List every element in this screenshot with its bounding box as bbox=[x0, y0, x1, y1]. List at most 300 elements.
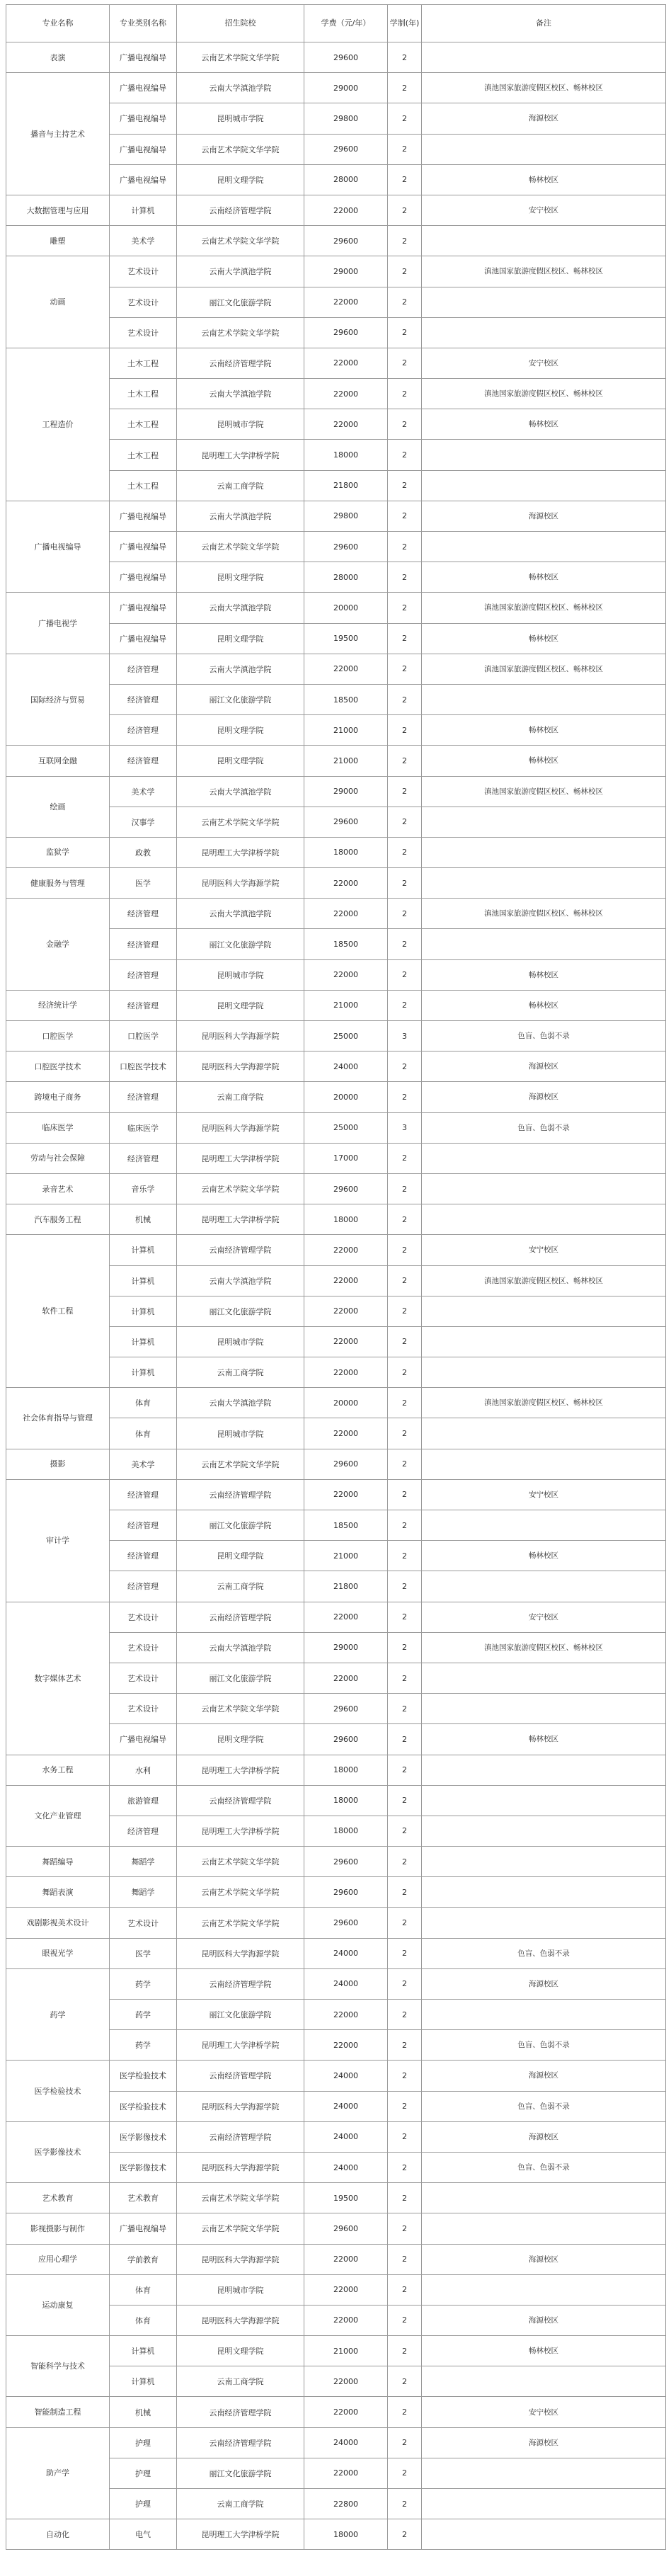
fee-cell: 22000 bbox=[304, 959, 388, 990]
fee-cell: 19500 bbox=[304, 623, 388, 654]
note-cell bbox=[422, 1449, 666, 1479]
note-cell bbox=[422, 1510, 666, 1541]
category-cell: 电气 bbox=[110, 2519, 177, 2550]
category-cell: 土木工程 bbox=[110, 440, 177, 470]
fee-cell: 28000 bbox=[304, 164, 388, 195]
years-cell: 2 bbox=[388, 1357, 422, 1388]
years-cell: 2 bbox=[388, 2519, 422, 2550]
note-cell: 海源校区 bbox=[422, 501, 666, 531]
years-cell: 2 bbox=[388, 1173, 422, 1204]
fee-cell: 22000 bbox=[304, 899, 388, 929]
years-cell: 2 bbox=[388, 1724, 422, 1755]
note-cell: 畅林校区 bbox=[422, 2336, 666, 2366]
years-cell: 2 bbox=[388, 2489, 422, 2519]
major-cell: 软件工程 bbox=[6, 1235, 110, 1388]
major-cell: 舞蹈表演 bbox=[6, 1877, 110, 1908]
note-cell: 安宁校区 bbox=[422, 2397, 666, 2427]
fee-cell: 18000 bbox=[304, 1785, 388, 1816]
note-cell bbox=[422, 1204, 666, 1235]
fee-cell: 20000 bbox=[304, 1388, 388, 1418]
years-cell: 2 bbox=[388, 2121, 422, 2152]
note-cell: 畅林校区 bbox=[422, 746, 666, 776]
table-row bbox=[6, 2244, 666, 2274]
note-cell: 海源校区 bbox=[422, 2244, 666, 2274]
fee-cell: 18500 bbox=[304, 684, 388, 714]
years-cell: 2 bbox=[388, 1082, 422, 1112]
major-cell: 审计学 bbox=[6, 1479, 110, 1602]
category-cell: 计算机 bbox=[110, 1265, 177, 1296]
fee-cell: 22000 bbox=[304, 2366, 388, 2397]
category-cell: 医学检验技术 bbox=[110, 2091, 177, 2121]
header-years: 学制(年) bbox=[388, 5, 422, 42]
fee-cell: 28000 bbox=[304, 562, 388, 593]
table-row bbox=[6, 1112, 666, 1143]
note-cell bbox=[422, 1296, 666, 1326]
major-cell: 绘画 bbox=[6, 776, 110, 837]
note-cell bbox=[422, 532, 666, 562]
note-cell: 畅林校区 bbox=[422, 959, 666, 990]
category-cell: 艺术设计 bbox=[110, 1908, 177, 1938]
category-cell: 医学影像技术 bbox=[110, 2152, 177, 2182]
school-cell: 昆明理工大学津桥学院 bbox=[177, 2519, 304, 2550]
note-cell bbox=[422, 837, 666, 867]
category-cell: 经济管理 bbox=[110, 1541, 177, 1571]
fee-cell: 22000 bbox=[304, 2458, 388, 2488]
category-cell: 医学 bbox=[110, 868, 177, 899]
category-cell: 土木工程 bbox=[110, 379, 177, 409]
years-cell: 2 bbox=[388, 2091, 422, 2121]
note-cell: 安宁校区 bbox=[422, 1235, 666, 1265]
fee-cell: 18500 bbox=[304, 929, 388, 959]
enrollment-table-sheet bbox=[6, 4, 665, 2550]
category-cell: 广播电视编导 bbox=[110, 501, 177, 531]
years-cell: 2 bbox=[388, 2061, 422, 2091]
school-cell: 云南艺术学院文华学院 bbox=[177, 532, 304, 562]
years-cell: 2 bbox=[388, 2152, 422, 2182]
category-cell: 经济管理 bbox=[110, 684, 177, 714]
years-cell: 2 bbox=[388, 1571, 422, 1602]
note-cell: 滇池国家旅游度假区校区、畅林校区 bbox=[422, 899, 666, 929]
major-cell: 录音艺术 bbox=[6, 1173, 110, 1204]
note-cell bbox=[422, 1357, 666, 1388]
table-row bbox=[6, 1388, 666, 1418]
school-cell: 云南经济管理学院 bbox=[177, 195, 304, 225]
years-cell: 2 bbox=[388, 256, 422, 287]
major-cell: 数字媒体艺术 bbox=[6, 1602, 110, 1755]
enrollment-table bbox=[6, 4, 666, 2550]
note-cell bbox=[422, 1755, 666, 1785]
category-cell: 土木工程 bbox=[110, 409, 177, 440]
fee-cell: 21000 bbox=[304, 746, 388, 776]
table-row bbox=[6, 1785, 666, 1816]
category-cell: 土木工程 bbox=[110, 348, 177, 378]
category-cell: 艺术设计 bbox=[110, 317, 177, 348]
header-major: 专业名称 bbox=[6, 5, 110, 42]
table-row bbox=[6, 1173, 666, 1204]
major-cell: 广播电视编导 bbox=[6, 501, 110, 593]
category-cell: 护理 bbox=[110, 2427, 177, 2458]
major-cell: 医学影像技术 bbox=[6, 2121, 110, 2182]
school-cell: 云南艺术学院文华学院 bbox=[177, 2183, 304, 2213]
years-cell: 2 bbox=[388, 470, 422, 501]
fee-cell: 22000 bbox=[304, 287, 388, 317]
fee-cell: 29600 bbox=[304, 532, 388, 562]
fee-cell: 29600 bbox=[304, 807, 388, 837]
category-cell: 广播电视编导 bbox=[110, 562, 177, 593]
note-cell bbox=[422, 2000, 666, 2030]
category-cell: 经济管理 bbox=[110, 746, 177, 776]
school-cell: 云南工商学院 bbox=[177, 1357, 304, 1388]
note-cell: 色盲、色弱不录 bbox=[422, 1112, 666, 1143]
note-cell bbox=[422, 287, 666, 317]
years-cell: 2 bbox=[388, 715, 422, 746]
major-cell: 水务工程 bbox=[6, 1755, 110, 1785]
note-cell bbox=[422, 1173, 666, 1204]
major-cell: 播音与主持艺术 bbox=[6, 73, 110, 195]
school-cell: 丽江文化旅游学院 bbox=[177, 684, 304, 714]
category-cell: 机械 bbox=[110, 1204, 177, 1235]
fee-cell: 29600 bbox=[304, 42, 388, 73]
school-cell: 昆明城市学院 bbox=[177, 2274, 304, 2305]
years-cell: 2 bbox=[388, 532, 422, 562]
major-cell: 影视摄影与制作 bbox=[6, 2213, 110, 2244]
category-cell: 经济管理 bbox=[110, 899, 177, 929]
school-cell: 昆明理工大学津桥学院 bbox=[177, 1755, 304, 1785]
fee-cell: 29600 bbox=[304, 1694, 388, 1724]
school-cell: 云南经济管理学院 bbox=[177, 2061, 304, 2091]
fee-cell: 24000 bbox=[304, 2152, 388, 2182]
major-cell: 艺术教育 bbox=[6, 2183, 110, 2213]
school-cell: 云南大学滇池学院 bbox=[177, 73, 304, 103]
category-cell: 经济管理 bbox=[110, 1510, 177, 1541]
years-cell: 2 bbox=[388, 42, 422, 73]
category-cell: 体育 bbox=[110, 2274, 177, 2305]
note-cell: 海源校区 bbox=[422, 2121, 666, 2152]
note-cell: 畅林校区 bbox=[422, 409, 666, 440]
fee-cell: 21000 bbox=[304, 2336, 388, 2366]
major-cell: 摄影 bbox=[6, 1449, 110, 1479]
fee-cell: 22000 bbox=[304, 868, 388, 899]
category-cell: 艺术设计 bbox=[110, 287, 177, 317]
school-cell: 昆明文理学院 bbox=[177, 562, 304, 593]
category-cell: 经济管理 bbox=[110, 1143, 177, 1173]
note-cell bbox=[422, 42, 666, 73]
fee-cell: 21800 bbox=[304, 470, 388, 501]
category-cell: 经济管理 bbox=[110, 654, 177, 684]
years-cell: 2 bbox=[388, 807, 422, 837]
fee-cell: 22000 bbox=[304, 409, 388, 440]
fee-cell: 22000 bbox=[304, 2397, 388, 2427]
major-cell: 汽车服务工程 bbox=[6, 1204, 110, 1235]
school-cell: 昆明理工大学津桥学院 bbox=[177, 2030, 304, 2061]
note-cell bbox=[422, 2366, 666, 2397]
note-cell bbox=[422, 1326, 666, 1357]
school-cell: 丽江文化旅游学院 bbox=[177, 1510, 304, 1541]
major-cell: 劳动与社会保障 bbox=[6, 1143, 110, 1173]
years-cell: 2 bbox=[388, 1755, 422, 1785]
note-cell bbox=[422, 929, 666, 959]
category-cell: 经济管理 bbox=[110, 1816, 177, 1846]
table-row bbox=[6, 654, 666, 684]
table-row bbox=[6, 1204, 666, 1235]
category-cell: 广播电视编导 bbox=[110, 164, 177, 195]
table-row bbox=[6, 2183, 666, 2213]
school-cell: 昆明文理学院 bbox=[177, 715, 304, 746]
fee-cell: 24000 bbox=[304, 1052, 388, 1082]
fee-cell: 29800 bbox=[304, 501, 388, 531]
note-cell bbox=[422, 1571, 666, 1602]
note-cell bbox=[422, 1847, 666, 1877]
school-cell: 昆明文理学院 bbox=[177, 164, 304, 195]
note-cell bbox=[422, 1418, 666, 1449]
category-cell: 经济管理 bbox=[110, 959, 177, 990]
category-cell: 计算机 bbox=[110, 2366, 177, 2397]
note-cell: 滇池国家旅游度假区校区、畅林校区 bbox=[422, 1388, 666, 1418]
note-cell bbox=[422, 868, 666, 899]
years-cell: 2 bbox=[388, 837, 422, 867]
note-cell: 安宁校区 bbox=[422, 348, 666, 378]
fee-cell: 22000 bbox=[304, 1235, 388, 1265]
category-cell: 计算机 bbox=[110, 2336, 177, 2366]
school-cell: 云南大学滇池学院 bbox=[177, 654, 304, 684]
years-cell: 2 bbox=[388, 73, 422, 103]
note-cell: 畅林校区 bbox=[422, 1724, 666, 1755]
note-cell bbox=[422, 1908, 666, 1938]
school-cell: 昆明理工大学津桥学院 bbox=[177, 440, 304, 470]
note-cell bbox=[422, 1877, 666, 1908]
years-cell: 2 bbox=[388, 1204, 422, 1235]
category-cell: 药学 bbox=[110, 2000, 177, 2030]
table-row bbox=[6, 226, 666, 256]
table-row bbox=[6, 2397, 666, 2427]
table-row bbox=[6, 1082, 666, 1112]
note-cell: 畅林校区 bbox=[422, 164, 666, 195]
note-cell: 畅林校区 bbox=[422, 623, 666, 654]
years-cell: 2 bbox=[388, 103, 422, 134]
school-cell: 昆明理工大学津桥学院 bbox=[177, 1143, 304, 1173]
fee-cell: 22000 bbox=[304, 1326, 388, 1357]
category-cell: 音乐学 bbox=[110, 1173, 177, 1204]
table-row bbox=[6, 990, 666, 1020]
years-cell: 2 bbox=[388, 409, 422, 440]
table-row bbox=[6, 868, 666, 899]
fee-cell: 22000 bbox=[304, 654, 388, 684]
years-cell: 2 bbox=[388, 1602, 422, 1632]
category-cell: 口腔医学 bbox=[110, 1021, 177, 1052]
fee-cell: 22000 bbox=[304, 2305, 388, 2335]
years-cell: 2 bbox=[388, 959, 422, 990]
note-cell: 滇池国家旅游度假区校区、畅林校区 bbox=[422, 776, 666, 807]
years-cell: 2 bbox=[388, 1418, 422, 1449]
years-cell: 2 bbox=[388, 226, 422, 256]
years-cell: 2 bbox=[388, 2336, 422, 2366]
school-cell: 云南艺术学院文华学院 bbox=[177, 1877, 304, 1908]
note-cell: 海源校区 bbox=[422, 2305, 666, 2335]
school-cell: 丽江文化旅游学院 bbox=[177, 287, 304, 317]
fee-cell: 29600 bbox=[304, 134, 388, 164]
major-cell: 动画 bbox=[6, 256, 110, 348]
fee-cell: 24000 bbox=[304, 1938, 388, 1968]
years-cell: 2 bbox=[388, 2366, 422, 2397]
major-cell: 社会体育指导与管理 bbox=[6, 1388, 110, 1449]
school-cell: 昆明理工大学津桥学院 bbox=[177, 1204, 304, 1235]
category-cell: 口腔医学技术 bbox=[110, 1052, 177, 1082]
school-cell: 云南工商学院 bbox=[177, 2489, 304, 2519]
category-cell: 临床医学 bbox=[110, 1112, 177, 1143]
years-cell: 2 bbox=[388, 348, 422, 378]
category-cell: 广播电视编导 bbox=[110, 623, 177, 654]
major-cell: 国际经济与贸易 bbox=[6, 654, 110, 746]
note-cell bbox=[422, 807, 666, 837]
school-cell: 云南艺术学院文华学院 bbox=[177, 317, 304, 348]
school-cell: 云南经济管理学院 bbox=[177, 1235, 304, 1265]
note-cell: 海源校区 bbox=[422, 1968, 666, 1999]
years-cell: 2 bbox=[388, 1785, 422, 1816]
fee-cell: 29600 bbox=[304, 1908, 388, 1938]
school-cell: 云南大学滇池学院 bbox=[177, 899, 304, 929]
years-cell: 2 bbox=[388, 2030, 422, 2061]
school-cell: 云南经济管理学院 bbox=[177, 348, 304, 378]
category-cell: 土木工程 bbox=[110, 470, 177, 501]
note-cell: 海源校区 bbox=[422, 103, 666, 134]
school-cell: 昆明理工大学津桥学院 bbox=[177, 1816, 304, 1846]
header-note: 备注 bbox=[422, 5, 666, 42]
major-cell: 眼视光学 bbox=[6, 1938, 110, 1968]
note-cell: 滇池国家旅游度假区校区、畅林校区 bbox=[422, 1265, 666, 1296]
note-cell: 畅林校区 bbox=[422, 1541, 666, 1571]
note-cell: 滇池国家旅游度假区校区、畅林校区 bbox=[422, 1632, 666, 1663]
fee-cell: 29000 bbox=[304, 256, 388, 287]
category-cell: 舞蹈学 bbox=[110, 1877, 177, 1908]
category-cell: 护理 bbox=[110, 2458, 177, 2488]
fee-cell: 29600 bbox=[304, 1724, 388, 1755]
note-cell bbox=[422, 1816, 666, 1846]
school-cell: 云南经济管理学院 bbox=[177, 1968, 304, 1999]
table-row bbox=[6, 1449, 666, 1479]
fee-cell: 22000 bbox=[304, 2274, 388, 2305]
fee-cell: 29000 bbox=[304, 73, 388, 103]
note-cell bbox=[422, 226, 666, 256]
years-cell: 2 bbox=[388, 2427, 422, 2458]
fee-cell: 22000 bbox=[304, 379, 388, 409]
fee-cell: 29600 bbox=[304, 1877, 388, 1908]
note-cell: 色盲、色弱不录 bbox=[422, 1938, 666, 1968]
category-cell: 广播电视编导 bbox=[110, 73, 177, 103]
fee-cell: 29600 bbox=[304, 1847, 388, 1877]
school-cell: 云南大学滇池学院 bbox=[177, 1265, 304, 1296]
note-cell bbox=[422, 2213, 666, 2244]
category-cell: 经济管理 bbox=[110, 1479, 177, 1510]
table-row bbox=[6, 1968, 666, 1999]
fee-cell: 29800 bbox=[304, 103, 388, 134]
fee-cell: 18000 bbox=[304, 1816, 388, 1846]
category-cell: 艺术设计 bbox=[110, 1602, 177, 1632]
years-cell: 2 bbox=[388, 990, 422, 1020]
category-cell: 经济管理 bbox=[110, 990, 177, 1020]
table-row bbox=[6, 348, 666, 378]
table-row bbox=[6, 42, 666, 73]
table-row bbox=[6, 1877, 666, 1908]
category-cell: 广播电视编导 bbox=[110, 593, 177, 623]
years-cell: 2 bbox=[388, 195, 422, 225]
years-cell: 2 bbox=[388, 2000, 422, 2030]
fee-cell: 22000 bbox=[304, 1357, 388, 1388]
school-cell: 云南经济管理学院 bbox=[177, 2427, 304, 2458]
years-cell: 2 bbox=[388, 2213, 422, 2244]
table-row bbox=[6, 1479, 666, 1510]
school-cell: 昆明医科大学海源学院 bbox=[177, 1112, 304, 1143]
category-cell: 水利 bbox=[110, 1755, 177, 1785]
years-cell: 2 bbox=[388, 1632, 422, 1663]
category-cell: 医学影像技术 bbox=[110, 2121, 177, 2152]
school-cell: 丽江文化旅游学院 bbox=[177, 1296, 304, 1326]
note-cell: 畅林校区 bbox=[422, 715, 666, 746]
note-cell bbox=[422, 1785, 666, 1816]
major-cell: 戏剧影视美术设计 bbox=[6, 1908, 110, 1938]
fee-cell: 24000 bbox=[304, 1968, 388, 1999]
school-cell: 云南经济管理学院 bbox=[177, 2397, 304, 2427]
fee-cell: 22000 bbox=[304, 2030, 388, 2061]
years-cell: 2 bbox=[388, 868, 422, 899]
school-cell: 云南经济管理学院 bbox=[177, 1785, 304, 1816]
category-cell: 计算机 bbox=[110, 1326, 177, 1357]
fee-cell: 22000 bbox=[304, 1296, 388, 1326]
years-cell: 2 bbox=[388, 1510, 422, 1541]
fee-cell: 29000 bbox=[304, 776, 388, 807]
major-cell: 应用心理学 bbox=[6, 2244, 110, 2274]
years-cell: 2 bbox=[388, 1326, 422, 1357]
major-cell: 跨境电子商务 bbox=[6, 1082, 110, 1112]
fee-cell: 21000 bbox=[304, 715, 388, 746]
note-cell: 色盲、色弱不录 bbox=[422, 2091, 666, 2121]
school-cell: 云南大学滇池学院 bbox=[177, 256, 304, 287]
years-cell: 2 bbox=[388, 1449, 422, 1479]
note-cell: 色盲、色弱不录 bbox=[422, 2152, 666, 2182]
years-cell: 2 bbox=[388, 1694, 422, 1724]
years-cell: 2 bbox=[388, 1816, 422, 1846]
years-cell: 2 bbox=[388, 684, 422, 714]
fee-cell: 17000 bbox=[304, 1143, 388, 1173]
table-row bbox=[6, 1143, 666, 1173]
major-cell: 文化产业管理 bbox=[6, 1785, 110, 1846]
years-cell: 2 bbox=[388, 1479, 422, 1510]
fee-cell: 22000 bbox=[304, 1479, 388, 1510]
years-cell: 2 bbox=[388, 317, 422, 348]
fee-cell: 22000 bbox=[304, 2000, 388, 2030]
category-cell: 艺术教育 bbox=[110, 2183, 177, 2213]
school-cell: 丽江文化旅游学院 bbox=[177, 929, 304, 959]
category-cell: 体育 bbox=[110, 1388, 177, 1418]
years-cell: 2 bbox=[388, 1938, 422, 1968]
note-cell bbox=[422, 1694, 666, 1724]
major-cell: 药学 bbox=[6, 1968, 110, 2061]
table-row bbox=[6, 2427, 666, 2458]
category-cell: 旅游管理 bbox=[110, 1785, 177, 1816]
years-cell: 2 bbox=[388, 2183, 422, 2213]
school-cell: 云南艺术学院文华学院 bbox=[177, 1449, 304, 1479]
note-cell: 海源校区 bbox=[422, 2061, 666, 2091]
years-cell: 2 bbox=[388, 929, 422, 959]
fee-cell: 25000 bbox=[304, 1112, 388, 1143]
school-cell: 昆明医科大学海源学院 bbox=[177, 868, 304, 899]
school-cell: 昆明文理学院 bbox=[177, 1541, 304, 1571]
table-row bbox=[6, 2519, 666, 2550]
school-cell: 昆明医科大学海源学院 bbox=[177, 1052, 304, 1082]
years-cell: 2 bbox=[388, 1541, 422, 1571]
category-cell: 计算机 bbox=[110, 1235, 177, 1265]
years-cell: 2 bbox=[388, 2244, 422, 2274]
years-cell: 2 bbox=[388, 562, 422, 593]
